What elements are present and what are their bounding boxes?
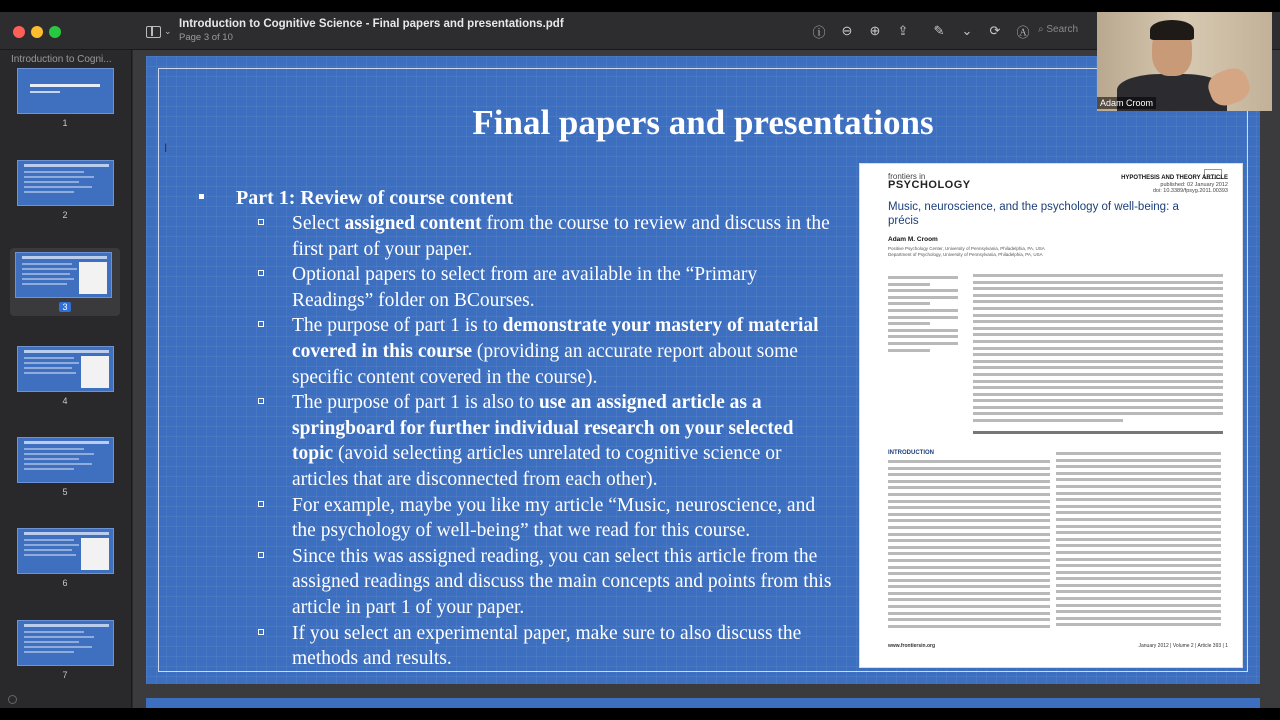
title-bar (0, 12, 1280, 50)
slide-body (199, 185, 839, 672)
hollow-bullet-icon (258, 552, 264, 558)
thumbnail-image (17, 620, 114, 666)
slide-sub-bullet (199, 211, 839, 262)
minimize-window-button[interactable] (31, 26, 43, 38)
hollow-bullet-icon (258, 629, 264, 635)
slide-sub-bullet (199, 390, 839, 492)
annotate-icon[interactable]: Ⓐ (1016, 24, 1030, 40)
slide-sub-bullet (199, 493, 839, 544)
sidebar-icon (146, 26, 161, 38)
thumbnail-number: 5 (62, 487, 68, 497)
article-preview (859, 163, 1243, 668)
hollow-bullet-icon (258, 501, 264, 507)
next-slide-peek (146, 698, 1260, 708)
thumbnail-number: 7 (62, 670, 68, 680)
thumbnail-sidebar (0, 50, 132, 708)
zoom-in-icon[interactable]: ⊕ (869, 23, 881, 38)
bullet-text-bold: assigned content (344, 213, 482, 234)
hollow-bullet-icon (258, 321, 264, 327)
section-heading-text: Part 1: Review of course content (236, 187, 514, 209)
sidebar-title: Introduction to Cogni... (11, 54, 112, 65)
document-canvas[interactable] (133, 50, 1280, 708)
sidebar-options-icon[interactable] (8, 695, 17, 704)
toolbar (810, 22, 1032, 40)
rotate-icon[interactable]: ⟳ (989, 23, 1001, 38)
bullet-text: Since this was assigned reading, you can select this article from the assigned readings and discuss the main concepts and points from this article in part 1 of your paper. (292, 545, 832, 618)
thumbnail-number: 2 (62, 210, 68, 220)
bullet-text-tail: (providing an accurate report about some specific content covered in the course). (292, 340, 798, 388)
thumbnail-image (17, 437, 114, 483)
participant-name: Adam Croom (1097, 97, 1156, 109)
article-author: Adam M. Croom (888, 236, 938, 243)
bullet-text: If you select an experimental paper, make sure to also discuss the methods and results. (292, 622, 802, 670)
bullet-text: The purpose of part 1 is also to (292, 392, 539, 414)
article-sidebar-text (888, 276, 958, 355)
slide-title: Final papers and presentations (472, 103, 934, 142)
thumbnail-page-6[interactable] (12, 528, 118, 588)
article-meta: HYPOTHESIS AND THEORY ARTICLE published: 02 January 2012 doi: 10.3389/fpsyg.2011.00393 (1121, 175, 1228, 194)
bullet-text-tail: from the course to review and discuss in the first part of your paper. (292, 213, 830, 260)
article-affiliations: Positive Psychology Center, University of Pennsylvania, Philadelphia, PA, USA Department of Psychology, University of Pennsylvania, Philadelphia, PA, USA (888, 246, 1045, 257)
article-column-right (1056, 452, 1221, 630)
thumbnail-image (17, 528, 114, 574)
hollow-bullet-icon (258, 219, 264, 225)
thumbnail-page-7[interactable] (12, 620, 118, 680)
chevron-down-icon: ⌄ (164, 26, 172, 37)
bullet-text-tail: (avoid selecting articles unrelated to cognitive science or articles that are disconnected from each other). (292, 443, 782, 490)
zoom-window-button[interactable] (49, 26, 61, 38)
article-abstract (973, 274, 1223, 426)
search-placeholder: Search (1046, 24, 1079, 35)
slide-sub-bullet (199, 621, 839, 672)
hollow-bullet-icon (258, 398, 264, 404)
article-footer-right: January 2012 | Volume 2 | Article 393 | 1 (1138, 643, 1228, 649)
page-indicator: Page 3 of 10 (179, 32, 233, 43)
bullet-text-bold: use an assigned article as a springboard for further individual research on your selected topic (292, 392, 794, 465)
search-field[interactable]: ⌕ Search (1038, 24, 1079, 35)
thumbnail-page-1[interactable] (12, 68, 118, 128)
journal-logo: frontiers in PSYCHOLOGY (888, 172, 971, 191)
thumbnail-page-2[interactable] (12, 160, 118, 220)
close-window-button[interactable] (13, 26, 25, 38)
markup-chevron-icon[interactable]: ⌄ (961, 23, 973, 38)
bullet-icon (199, 194, 204, 199)
thumbnail-page-5[interactable] (12, 437, 118, 497)
thumbnail-image (15, 252, 112, 298)
thumbnail-number: 6 (62, 578, 68, 588)
text-cursor-icon: I (164, 141, 168, 155)
pdf-viewer-window (0, 12, 1280, 708)
article-column-left (888, 460, 1050, 631)
thumbnail-page-4[interactable] (12, 346, 118, 406)
thumbnail-image (17, 68, 114, 114)
section-heading (199, 185, 839, 211)
bullet-text: The purpose of part 1 is to (292, 315, 503, 337)
thumbnail-image (17, 346, 114, 392)
thumbnail-image (17, 160, 114, 206)
video-tile[interactable] (1097, 12, 1272, 111)
bullet-text: Select (292, 213, 345, 234)
share-icon[interactable]: ⇪ (897, 23, 909, 38)
info-icon[interactable]: ⓘ (812, 24, 826, 40)
sidebar-toggle-button[interactable] (146, 23, 172, 38)
article-footer-left: www.frontiersin.org (888, 643, 936, 649)
slide-border (158, 68, 1248, 672)
thumbnail-number: 4 (62, 396, 68, 406)
bottom-letterbox (0, 708, 1280, 720)
article-title: Music, neuroscience, and the psychology of well-being: a précis (888, 201, 1179, 227)
article-intro-heading: INTRODUCTION (888, 450, 934, 456)
slide-sub-bullet (199, 544, 839, 621)
bullet-text: Optional papers to select from are available in the “Primary Readings” folder on BCourses. (292, 264, 758, 311)
slide-sub-bullet (199, 313, 839, 390)
slide-page-3 (146, 56, 1260, 684)
thumbnail-number: 3 (10, 302, 120, 312)
bullet-text: For example, maybe you like my article “Music, neuroscience, and the psychology of well-being” that we read for this course. (292, 494, 816, 542)
zoom-out-icon[interactable]: ⊖ (841, 23, 853, 38)
article-keywords (973, 431, 1223, 434)
hollow-bullet-icon (258, 270, 264, 276)
markup-icon[interactable]: ✎ (933, 23, 945, 38)
video-person-hair (1150, 20, 1194, 40)
slide-sub-bullet (199, 262, 839, 313)
thumbnail-number: 1 (62, 118, 68, 128)
document-title: Introduction to Cognitive Science - Final papers and presentations.pdf (179, 18, 564, 30)
bullet-text-bold: demonstrate your mastery of material covered in this course (292, 315, 819, 362)
thumbnail-page-3[interactable] (10, 248, 120, 316)
